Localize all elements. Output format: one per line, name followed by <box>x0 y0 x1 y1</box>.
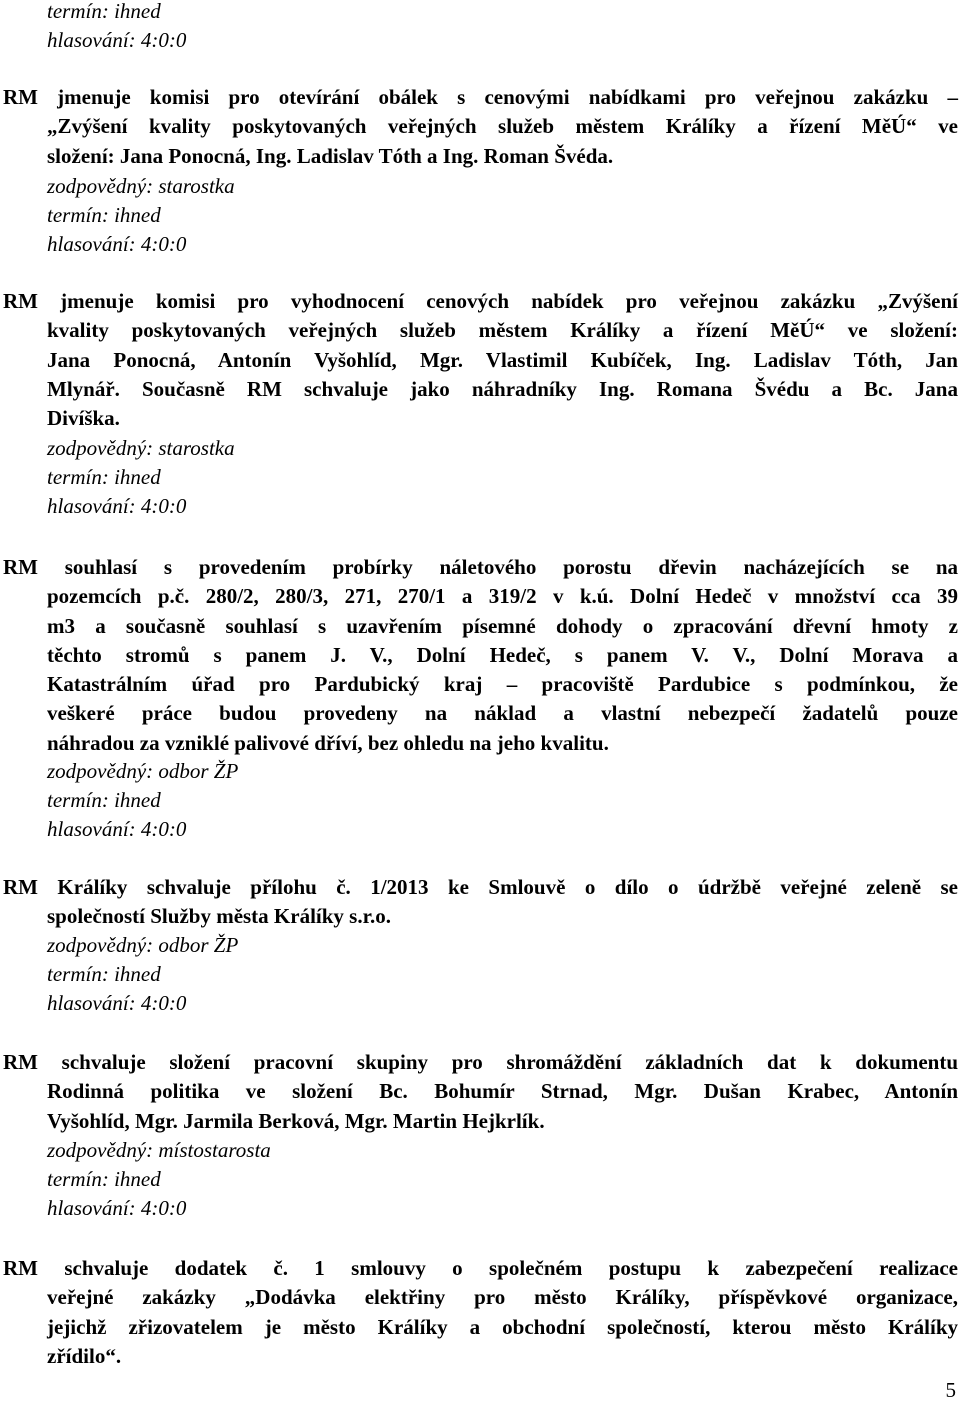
resolution-3-line: pozemcích p.č. 280/2, 280/3, 271, 270/1 a 319/2 v k.ú. Dolní Hedeč v množství cca 39 <box>47 584 958 609</box>
resolution-1-line: „Zvýšení kvality poskytovaných veřejných služeb městem Králíky a řízení MěÚ“ ve <box>47 114 958 139</box>
page-number: 5 <box>945 1378 956 1402</box>
resolution-4 <box>3 873 958 932</box>
resolution-4-vote: hlasování: 4:0:0 <box>47 991 187 1015</box>
resolution-2-vote: hlasování: 4:0:0 <box>47 494 187 518</box>
resolution-3-responsible: zodpovědný: odbor ŽP <box>47 759 239 783</box>
resolution-1-responsible: zodpovědný: starostka <box>47 174 235 198</box>
resolution-3 <box>3 553 958 758</box>
resolution-2-line: RM jmenuje komisi pro vyhodnocení cenových nabídek pro veřejnou zakázku „Zvýšení <box>3 289 958 313</box>
resolution-5-responsible: zodpovědný: místostarosta <box>47 1138 271 1162</box>
top-hlasovani: hlasování: 4:0:0 <box>47 28 187 52</box>
resolution-5-line: Vyšohlíd, Mgr. Jarmila Berková, Mgr. Martin Hejkrlík. <box>47 1108 545 1133</box>
resolution-5-line: RM schvaluje složení pracovní skupiny pro shromáždění základních dat k dokumentu <box>3 1050 958 1074</box>
resolution-3-line: RM souhlasí s provedením probírky náletového porostu dřevin nacházejících se na <box>3 555 958 579</box>
resolution-4-line: společností Služby města Králíky s.r.o. <box>47 904 391 929</box>
resolution-3-deadline: termín: ihned <box>47 788 161 812</box>
resolution-3-line: těchto stromů s panem J. V., Dolní Hedeč, s panem V. V., Dolní Morava a <box>47 642 958 667</box>
resolution-4-responsible: zodpovědný: odbor ŽP <box>47 933 239 957</box>
resolution-3-line: Katastrálním úřad pro Pardubický kraj – pracoviště Pardubice s podmínkou, že <box>47 672 958 697</box>
resolution-2-line: Divíška. <box>47 406 120 431</box>
resolution-2-responsible: zodpovědný: starostka <box>47 436 235 460</box>
resolution-6-line: veřejné zakázky „Dodávka elektřiny pro město Králíky, příspěvkové organizace, <box>47 1285 958 1310</box>
resolution-3-line: náhradou za vzniklé palivové dříví, bez ohledu na jeho kvalitu. <box>47 730 609 755</box>
resolution-3-line: veškeré práce budou provedeny na náklad a vlastní nebezpečí žadatelů pouze <box>47 701 958 726</box>
resolution-5 <box>3 1048 958 1136</box>
resolution-6 <box>3 1254 958 1371</box>
resolution-2-line: kvality poskytovaných veřejných služeb městem Králíky a řízení MěÚ“ ve složení: <box>47 318 958 343</box>
resolution-4-line: RM Králíky schvaluje přílohu č. 1/2013 ke Smlouvě o dílo o údržbě veřejné zeleně se <box>3 875 958 899</box>
resolution-4-deadline: termín: ihned <box>47 962 161 986</box>
resolution-5-vote: hlasování: 4:0:0 <box>47 1196 187 1220</box>
resolution-1-line: složení: Jana Ponocná, Ing. Ladislav Tóth a Ing. Roman Švéda. <box>47 143 614 168</box>
resolution-1 <box>3 83 958 171</box>
resolution-2-deadline: termín: ihned <box>47 465 161 489</box>
resolution-2-line: Jana Ponocná, Antonín Vyšohlíd, Mgr. Vlastimil Kubíček, Ing. Ladislav Tóth, Jan <box>47 347 958 372</box>
resolution-2-line: Mlynář. Současně RM schvaluje jako náhradníky Ing. Romana Švédu a Bc. Jana <box>47 376 958 401</box>
resolution-1-line: RM jmenuje komisi pro otevírání obálek s cenovými nabídkami pro veřejnou zakázku – <box>3 85 958 109</box>
resolution-5-deadline: termín: ihned <box>47 1167 161 1191</box>
resolution-3-line: m3 a současně souhlasí s uzavřením písemné dohody o zpracování dřevní hmoty z <box>47 613 958 638</box>
resolution-2 <box>3 287 958 433</box>
resolution-6-line: RM schvaluje dodatek č. 1 smlouvy o společném postupu k zabezpečení realizace <box>3 1256 958 1280</box>
resolution-5-line: Rodinná politika ve složení Bc. Bohumír Strnad, Mgr. Dušan Krabec, Antonín <box>47 1079 958 1104</box>
resolution-6-line: jejichž zřizovatelem je město Králíky a obchodní společností, kterou město Králíky <box>47 1314 958 1339</box>
resolution-1-vote: hlasování: 4:0:0 <box>47 232 187 256</box>
resolution-6-line: zřídilo“. <box>47 1343 122 1368</box>
resolution-1-deadline: termín: ihned <box>47 203 161 227</box>
resolution-3-vote: hlasování: 4:0:0 <box>47 817 187 841</box>
top-termin: termín: ihned <box>47 0 161 23</box>
